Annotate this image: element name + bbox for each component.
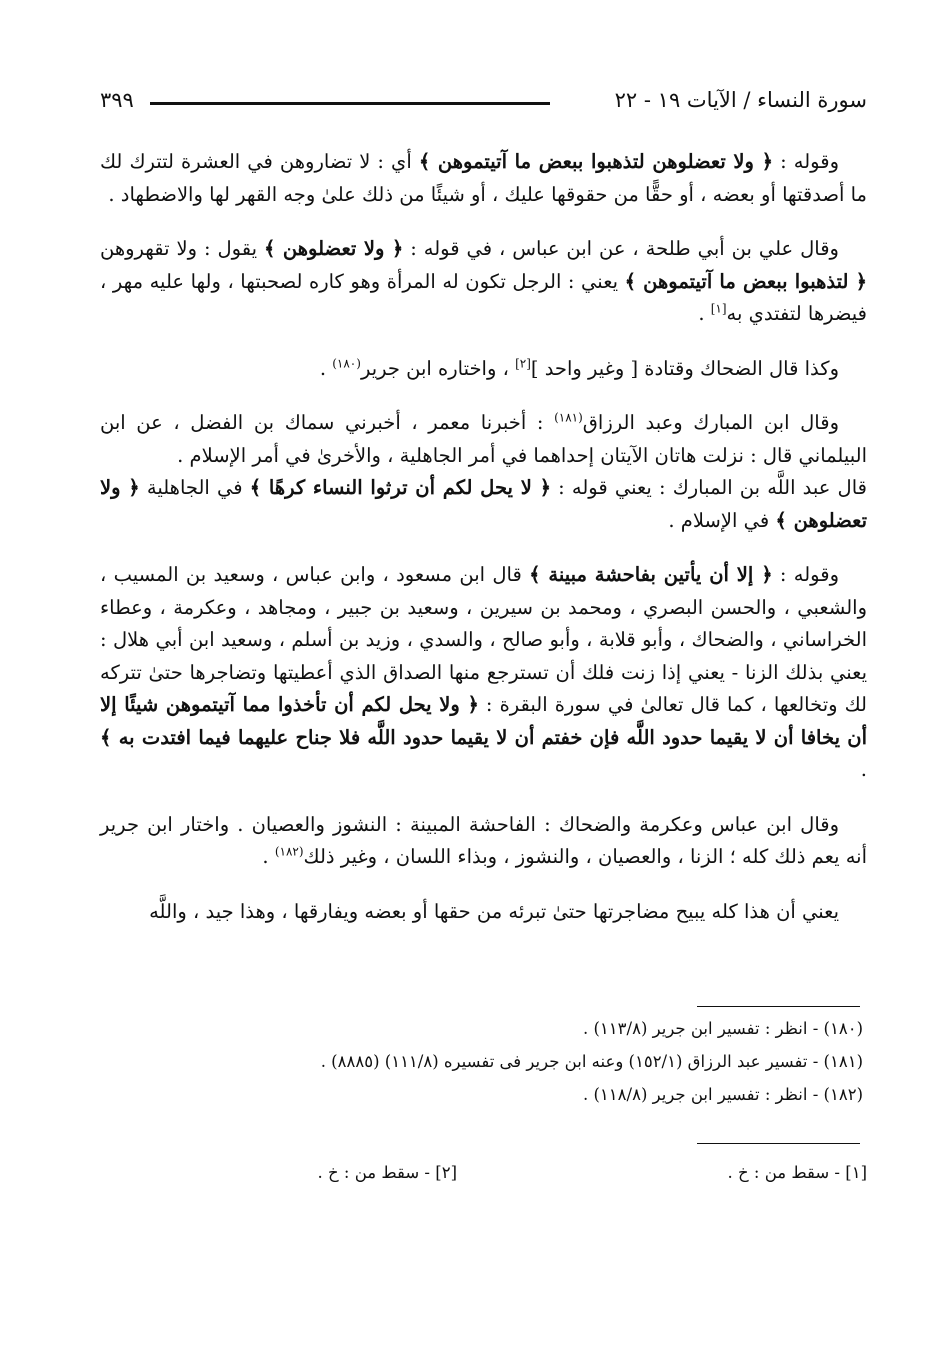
text-run: وكذا قال الضحاك وقتادة [ وغير واحد ] bbox=[530, 356, 839, 380]
note-marker: [٢] bbox=[515, 356, 531, 370]
text-run: . bbox=[262, 845, 275, 868]
text-run: وقال ابن المبارك وعبد الرزاق bbox=[582, 411, 839, 434]
paragraph-1 bbox=[100, 146, 867, 211]
paragraph-4 bbox=[100, 407, 867, 472]
quran-quote: ﴿ لا يحل لكم أن ترثوا النساء كرهًا ﴾ bbox=[249, 476, 552, 499]
footnote-181: (١٨١) - تفسير عبد الرزاق (١٥٢/١) وعنه ابن جرير فى تفسيره (١١١/٨) (٨٨٨٥) . bbox=[320, 1052, 863, 1071]
header-title: سورة النساء / الآيات ١٩ - ٢٢ bbox=[614, 88, 867, 112]
text-run: قال عبد اللَّه بن المبارك : يعني قوله : bbox=[551, 476, 867, 499]
paragraph-6 bbox=[100, 559, 867, 787]
footnote-marker: (١٨٢) bbox=[274, 844, 304, 859]
text-run: . bbox=[860, 758, 867, 781]
text-run: وقوله : bbox=[773, 150, 839, 173]
text-run: ، واختاره ابن جرير bbox=[360, 356, 516, 380]
footnotes bbox=[100, 1012, 867, 1111]
footnote-180: (١٨٠) - انظر : تفسير ابن جرير (١١٣/٨) . bbox=[582, 1019, 863, 1038]
running-header bbox=[100, 88, 867, 122]
text-run: . bbox=[319, 356, 333, 380]
paragraph-8: يعني أن هذا كله يبيح مضاجرتها حتىٰ تبرئه من حقها أو بعضه ويفارقها ، وهذا جيد ، واللَّه bbox=[149, 899, 839, 923]
text-run: وقال علي بن أبي طلحة ، عن ابن عباس ، في قوله : bbox=[403, 237, 839, 260]
text-run: قال ابن مسعود ، وابن عباس ، وسعيد بن المسيب ، والشعبي ، والحسن البصري ، ومحمد بن سيرين ، وسعيد بن جبير ، ومجاهد ، وعكرمة ، وعطاء الخراساني ، والضحاك ، وأبو قلابة ، وأبو صالح ، والسدي ، وزيد بن أسلم ، وسعيد ابن أبي هلال : يعني بذلك الزنا - يعني إذا زنت فلك أن تسترجع منها الصداق الذي أعطيتها وتضاجرها حتىٰ تتركه لك وتخالعها ، كما قال تعالىٰ في سورة البقرة : bbox=[100, 563, 867, 716]
text-run: : أخبرنا معمر ، أخبرني سماك بن الفضل ، عن ابن البيلماني قال : نزلت هاتان الآيتان إحداهما في أمر الجاهلية ، والأخرىٰ في أمر الإسلام . bbox=[100, 411, 867, 467]
quran-quote: ﴿ ولا تعضلوهن ﴾ bbox=[263, 237, 404, 260]
paragraph-2 bbox=[100, 233, 867, 331]
text-run: وقوله : bbox=[772, 563, 839, 586]
manuscript-note-2: [٢] - سقط من : خ . bbox=[317, 1163, 457, 1182]
text-run: يعني : الرجل تكون له المرأة وهو كاره لصحبتها ، ولها عليه مهر ، فيضرها لتفتدي به bbox=[100, 269, 867, 325]
header-rule bbox=[150, 102, 550, 105]
quran-quote: ﴿ إلا أن يأتين بفاحشة مبينة ﴾ bbox=[529, 563, 773, 586]
text-run: في الإسلام . bbox=[668, 508, 776, 532]
text-run: وقال ابن عباس وعكرمة والضحاك : الفاحشة المبينة : النشوز والعصيان . واختار ابن جرير أنه يعم ذلك كله ؛ الزنا ، والعصيان ، والنشوز ، وبذاء اللسان ، وغير ذلك bbox=[100, 812, 867, 868]
paragraph-7 bbox=[100, 809, 867, 874]
paragraph-3 bbox=[100, 353, 867, 386]
quran-quote: ﴿ ولا تعضلوهن ﴾ bbox=[100, 476, 867, 532]
footnote-marker: (١٨١) bbox=[554, 410, 583, 425]
text-run: أي : لا تضاروهن في العشرة لتترك لك ما أصدقتها أو بعضه ، أو حقًّا من حقوقها عليك ، أو شيئًا من ذلك علىٰ وجه القهر لها والاضطهاد . bbox=[100, 150, 867, 206]
quran-quote: ﴿ ولا تعضلوهن لتذهبوا ببعض ما آتيتموهن ﴾ bbox=[418, 150, 774, 173]
footnote-182: (١٨٢) - انظر : تفسير ابن جرير (١١٨/٨) . bbox=[582, 1085, 863, 1104]
footnote-separator bbox=[697, 1006, 860, 1007]
text-run: . bbox=[698, 302, 711, 325]
paragraph-5 bbox=[100, 472, 867, 537]
manuscript-notes-separator bbox=[697, 1143, 860, 1144]
manuscript-note-1: [١] - سقط من : خ . bbox=[727, 1163, 867, 1182]
body-text bbox=[100, 146, 867, 950]
page-number: ٣٩٩ bbox=[100, 88, 134, 112]
text-run: في الجاهلية bbox=[139, 476, 250, 499]
footnote-marker: (١٨٠) bbox=[332, 356, 361, 370]
quran-quote: ﴿ ولا يحل لكم أن تأخذوا مما آتيتموهن شيئًا إلا أن يخافا أن لا يقيما حدود اللَّه فإن خفتم أن لا يقيما حدود اللَّه فلا جناح عليهما فيما افتدت به ﴾ bbox=[100, 693, 867, 749]
text-run: يقول : ولا تقهروهن bbox=[100, 237, 264, 260]
manuscript-notes bbox=[100, 1163, 867, 1193]
quran-quote: ﴿ لتذهبوا ببعض ما آتيتموهن ﴾ bbox=[624, 269, 867, 293]
note-marker: [١] bbox=[710, 301, 727, 316]
